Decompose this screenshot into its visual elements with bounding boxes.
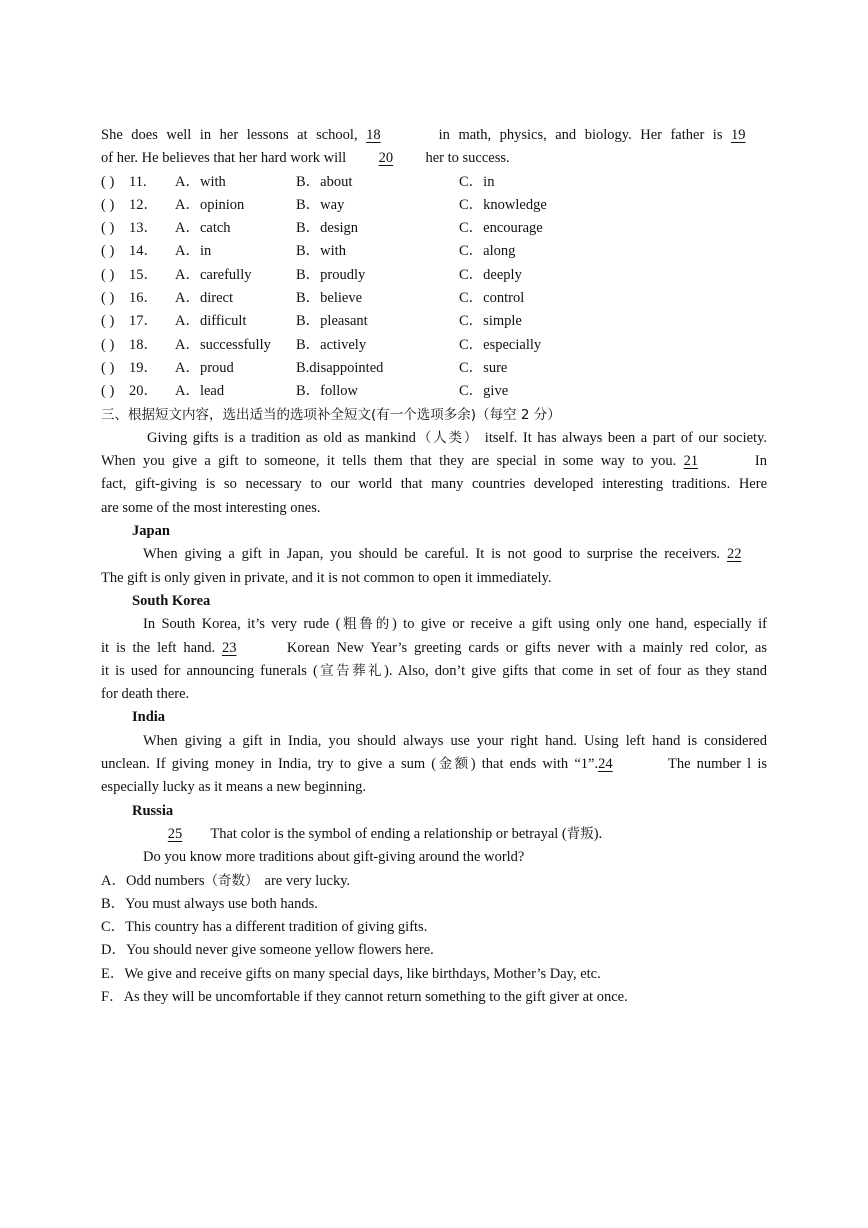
text: （人类）	[415, 429, 480, 446]
text: 粗鲁的	[340, 616, 392, 633]
option-c: C．deeply	[459, 266, 522, 283]
blank-18: 18	[366, 127, 381, 143]
option-c: C．sure	[459, 359, 508, 376]
question-row	[101, 380, 767, 403]
answer-option	[101, 893, 767, 916]
question-number: 20．	[129, 383, 158, 400]
answer-paren: ( )	[101, 243, 115, 260]
answer-option	[101, 963, 767, 986]
option-b: B．believe	[296, 290, 363, 307]
option-a: A．direct	[175, 290, 233, 307]
option-b: B．pleasant	[296, 313, 368, 330]
option-c: C．knowledge	[459, 196, 547, 213]
text: She does well in her lessons at school,	[101, 127, 358, 143]
text: 宣告葬礼	[317, 662, 384, 679]
option-a: A．opinion	[175, 196, 245, 213]
answer-paren: ( )	[101, 220, 115, 237]
text: it is used for announcing funerals (	[101, 662, 318, 679]
passage-line	[101, 124, 767, 147]
option-c: C．give	[459, 383, 509, 400]
text: of her. He believes that her hard work will	[101, 150, 347, 167]
text: That color is the symbol of ending a relationship or betrayal (	[210, 825, 567, 842]
answer-option	[101, 939, 767, 962]
passage-line	[101, 660, 767, 683]
question-row	[101, 217, 767, 240]
option-text: B．You must always use both hands.	[101, 895, 318, 912]
passage-line	[101, 776, 767, 799]
question-row	[101, 264, 767, 287]
option-a: A．in	[175, 243, 212, 260]
text: in math, physics, and biology. Her father is	[438, 127, 723, 143]
option-a: A．successfully	[175, 336, 271, 353]
text: In South Korea, it’s very rude (	[143, 616, 341, 633]
option-a: A．with	[175, 173, 226, 190]
answer-paren: ( )	[101, 359, 115, 376]
option-cjk: （奇数）	[204, 872, 259, 889]
section-3-title: 三、根据短文内容，选出适当的选项补全短文(有一个选项多余)（每空 2 分）	[101, 406, 561, 423]
text: ) that ends with “1”.	[470, 756, 599, 773]
option-text: D．You should never give someone yellow flowers here.	[101, 942, 434, 959]
option-text: C．This country has a different tradition of giving gifts.	[101, 919, 428, 936]
text: Do you know more traditions about gift-giving around the world?	[143, 849, 525, 866]
passage-line	[101, 450, 767, 473]
option-text: F．As they will be uncomfortable if they cannot return something to the gift giver at once.	[101, 988, 628, 1005]
option-c: C．especially	[459, 336, 542, 353]
answer-paren: ( )	[101, 196, 115, 213]
text: are some of the most interesting ones.	[101, 499, 321, 516]
passage-line	[101, 613, 767, 636]
option-b: B．follow	[296, 383, 359, 400]
heading-india: India	[132, 709, 166, 726]
question-row	[101, 171, 767, 194]
option-b: B．proudly	[296, 266, 366, 283]
option-a: A．carefully	[175, 266, 252, 283]
blank-20: 20	[378, 150, 394, 167]
question-row	[101, 194, 767, 217]
text: ).	[593, 825, 603, 842]
blank-23: 23	[222, 639, 237, 656]
passage-line	[101, 497, 767, 520]
text: it is the left hand.	[101, 639, 216, 656]
question-number: 15．	[129, 266, 158, 283]
answer-paren: ( )	[101, 383, 115, 400]
question-number: 17．	[129, 313, 158, 330]
passage-line	[101, 846, 767, 869]
text: fact, gift-giving is so necessary to our world that many countries developed interesting traditions. Here	[101, 476, 767, 493]
text: Giving gifts is a tradition as old as mankind	[147, 429, 416, 446]
blank-22: 22	[727, 546, 742, 563]
text: unclean. If giving money in India, try to give a sum (	[101, 756, 437, 773]
section-title	[101, 404, 767, 427]
question-row	[101, 310, 767, 333]
passage-line	[101, 823, 767, 846]
answer-option	[101, 916, 767, 939]
question-number: 11.	[129, 173, 147, 190]
passage-line	[101, 683, 767, 706]
question-row	[101, 357, 767, 380]
text: 金额	[436, 756, 471, 773]
heading-japan: Japan	[132, 523, 170, 540]
question-list	[101, 171, 767, 404]
option-c: C．encourage	[459, 220, 543, 237]
question-row	[101, 334, 767, 357]
option-a: A．difficult	[175, 313, 247, 330]
heading-russia: Russia	[132, 802, 174, 819]
text: When giving a gift in India, you should always use your right hand. Using left hand is considered	[143, 732, 767, 749]
text: When you give a gift to someone, it tells them that they are special in some way to you.	[101, 453, 677, 470]
option-b: B．design	[296, 220, 359, 237]
text: ). Also, don’t give gifts that come in set of four as they stand	[383, 662, 767, 679]
option-c: C．simple	[459, 313, 522, 330]
text: 背叛	[566, 825, 594, 842]
option-text: E．We give and receive gifts on many special days, like birthdays, Mother’s Day, etc.	[101, 965, 601, 982]
answer-paren: ( )	[101, 290, 115, 307]
option-c: C．control	[459, 290, 525, 307]
passage-line	[101, 567, 767, 590]
passage-line	[101, 730, 767, 753]
question-row	[101, 240, 767, 263]
question-number: 18．	[129, 336, 158, 353]
option-b: B.disappointed	[296, 359, 384, 376]
blank-19: 19	[731, 127, 746, 143]
heading-south-korea: South Korea	[132, 592, 211, 609]
text: ) to give or receive a gift using only one hand, especially if	[391, 616, 767, 633]
answer-option	[101, 986, 767, 1009]
answer-paren: ( )	[101, 173, 115, 190]
exam-page	[101, 124, 767, 1009]
passage-line	[101, 473, 767, 496]
text: When giving a gift in Japan, you should be careful. It is not good to surprise the receivers.	[143, 546, 721, 563]
question-row	[101, 287, 767, 310]
option-c: C．in	[459, 173, 495, 190]
option-b: B．with	[296, 243, 346, 260]
option-a: A．lead	[175, 383, 225, 400]
answer-paren: ( )	[101, 336, 115, 353]
option-b: B．actively	[296, 336, 367, 353]
blank-21: 21	[683, 453, 699, 470]
question-number: 14．	[129, 243, 158, 260]
question-number: 19．	[129, 359, 158, 376]
question-number: 12．	[129, 196, 158, 213]
text: In	[754, 453, 767, 470]
text: her to success.	[425, 150, 510, 167]
answer-options	[101, 870, 767, 1010]
text: especially lucky as it means a new beginning.	[101, 779, 366, 796]
option-a: A．catch	[175, 220, 231, 237]
answer-paren: ( )	[101, 266, 115, 283]
passage-line	[101, 637, 767, 660]
answer-paren: ( )	[101, 313, 115, 330]
answer-option	[101, 870, 767, 893]
blank-24: 24	[598, 756, 613, 773]
text: The gift is only given in private, and it is not common to open it immediately.	[101, 569, 552, 586]
text: Korean New Year’s greeting cards or gifts never with a mainly red color, as	[286, 639, 767, 656]
option-c: C．along	[459, 243, 516, 260]
text: for death there.	[101, 686, 190, 703]
text: The number l is	[667, 756, 767, 773]
question-number: 13．	[129, 220, 158, 237]
passage-line	[101, 753, 767, 776]
passage-line	[101, 427, 767, 450]
option-a: A．proud	[175, 359, 234, 376]
passage-line	[101, 147, 767, 170]
text: itself. It has always been a part of our society.	[484, 429, 767, 446]
option-b: B．way	[296, 196, 345, 213]
option-text: A．Odd numbers	[101, 872, 205, 889]
option-rest: are very lucky.	[264, 872, 351, 889]
passage-line	[101, 543, 767, 566]
question-number: 16．	[129, 290, 158, 307]
blank-25: 25	[167, 825, 183, 842]
option-b: B．about	[296, 173, 353, 190]
